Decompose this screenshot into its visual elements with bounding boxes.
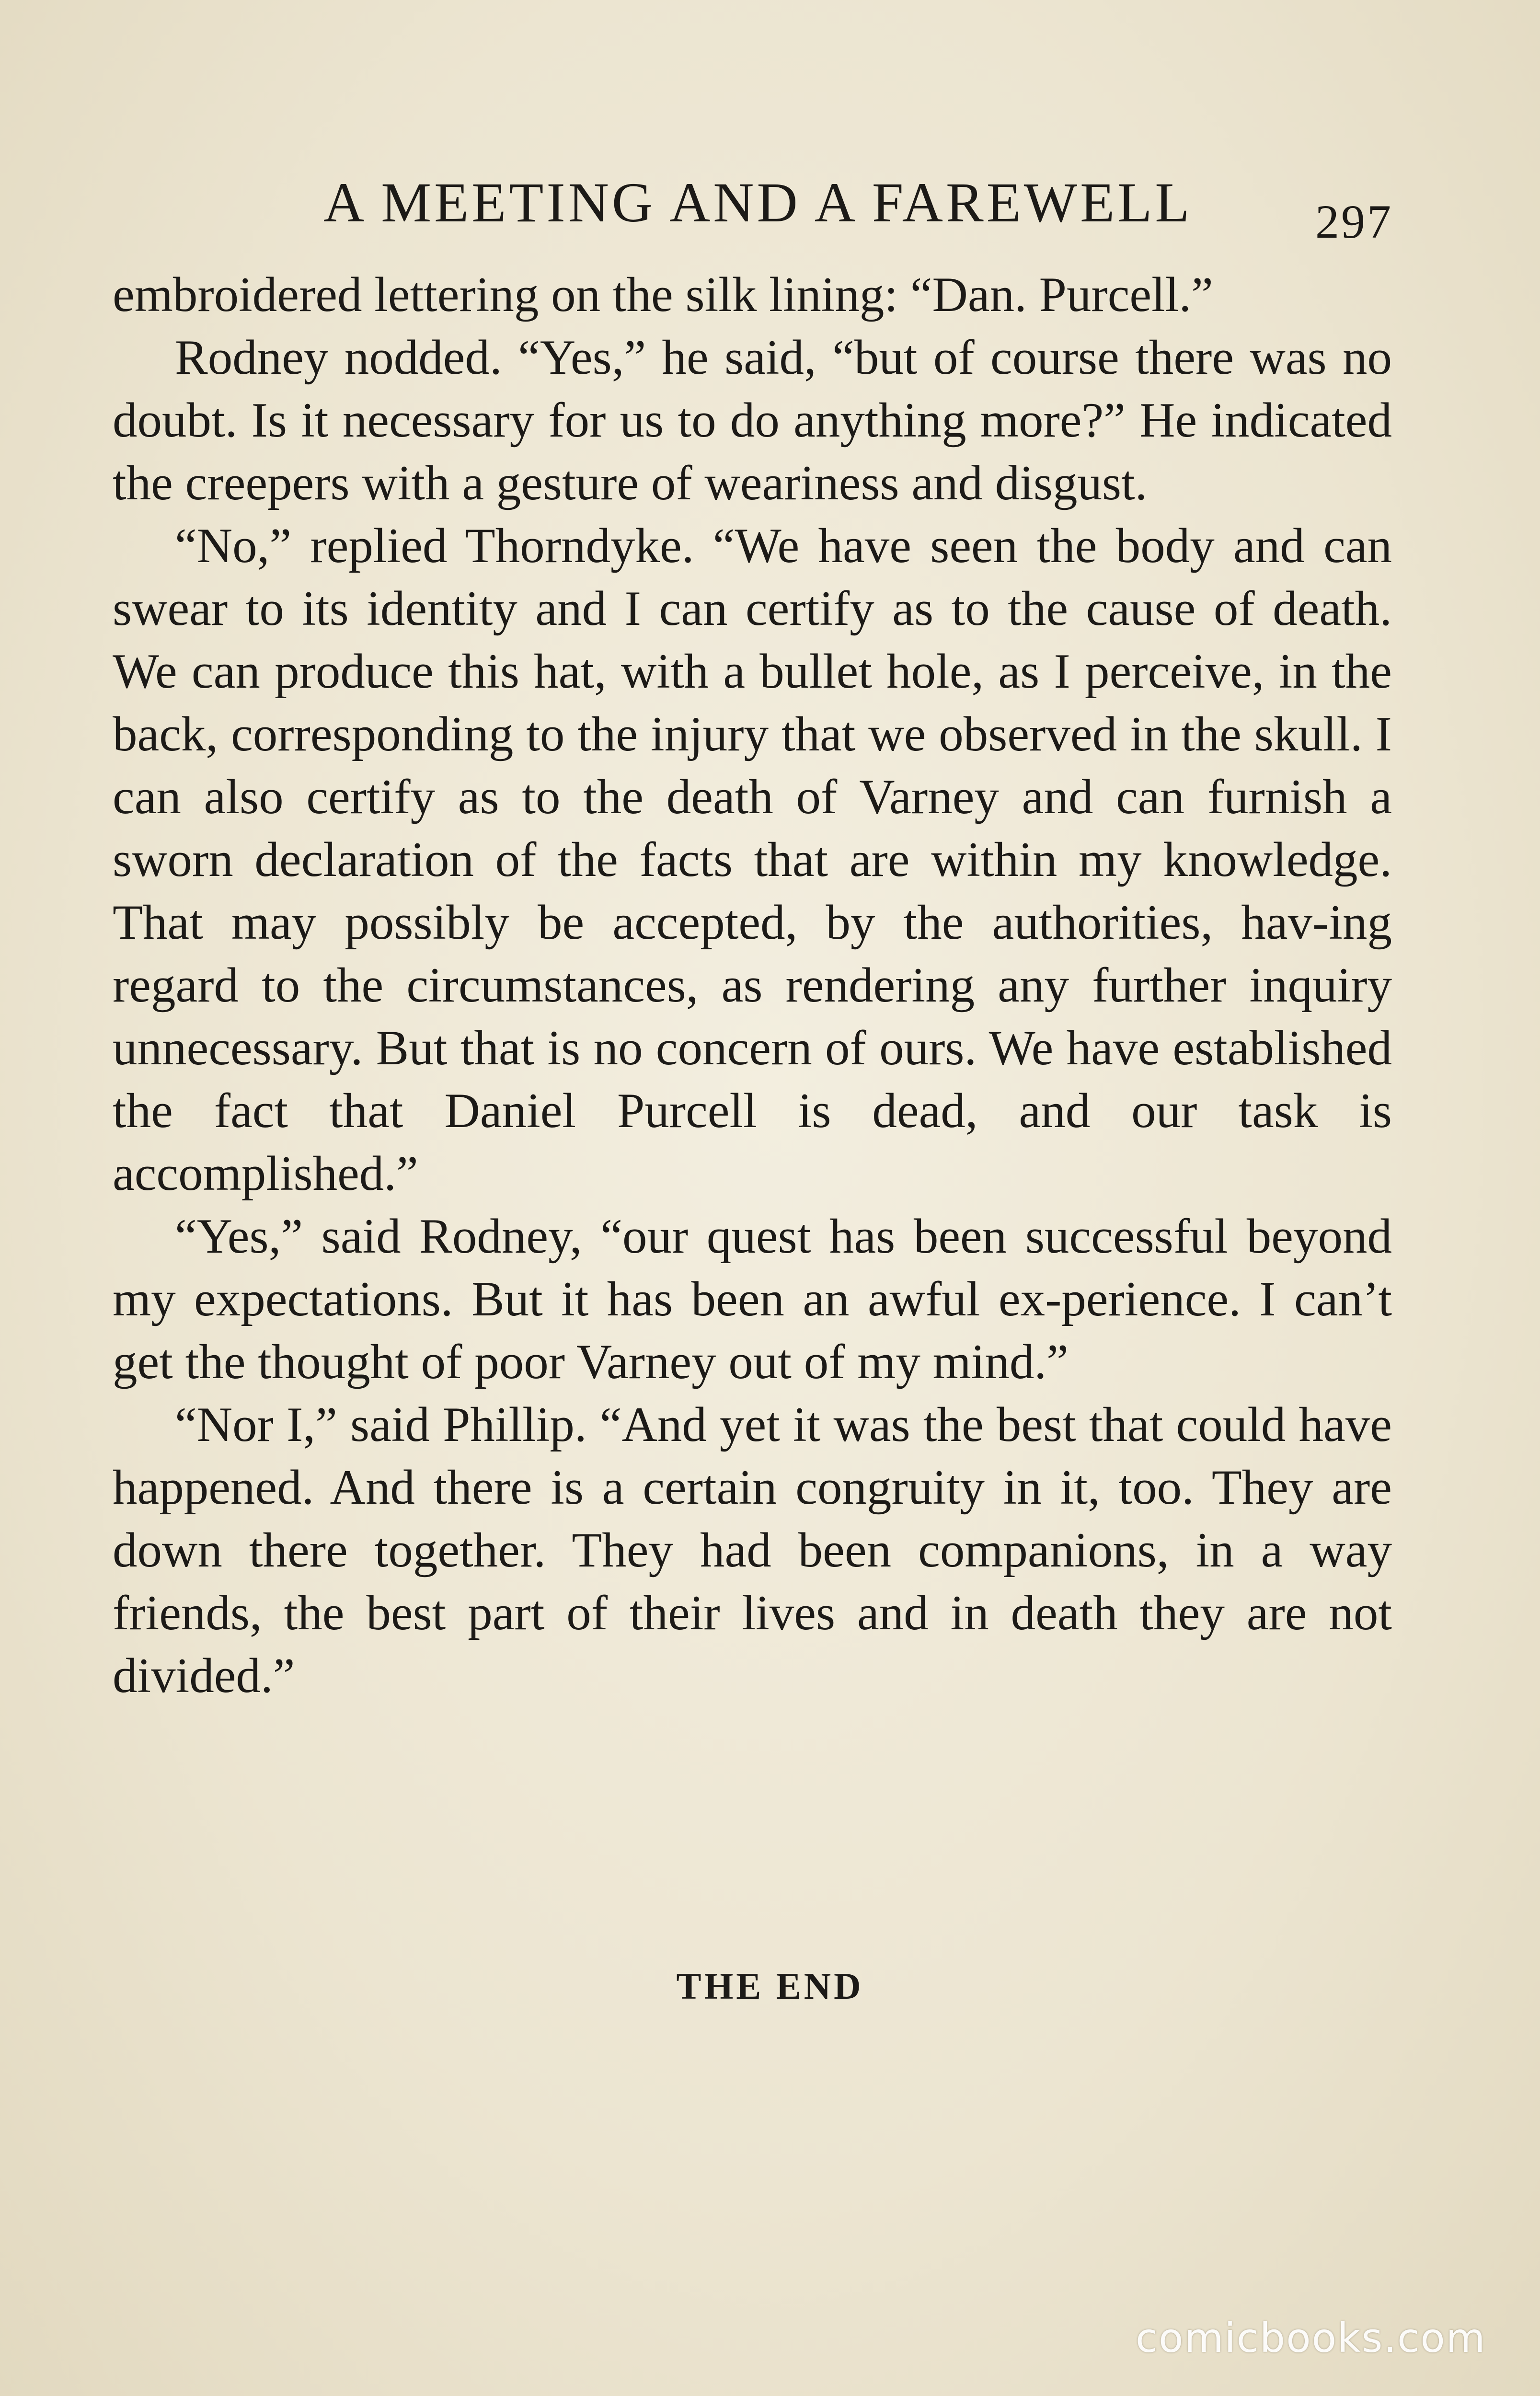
- paragraph-continuation: embroidered lettering on the silk lining: “Dan. Purcell.”: [113, 267, 1213, 322]
- running-title: A MEETING AND A FAREWELL: [323, 171, 1193, 234]
- paragraph: “Yes,” said Rodney, “our quest has been successful beyond my expectations. But it has been an awful ex-perience. I can’t get the thought of poor Varney out of my mind.”: [113, 1209, 1392, 1389]
- page-number: 297: [1315, 195, 1393, 248]
- paragraph: “Nor I,” said Phillip. “And yet it was the best that could have happened. And there is a certain congruity in it, too. They are down there together. They had been companions, in a way friends, the best part of their lives and in death they are not divided.”: [113, 1397, 1392, 1703]
- watermark: comicbooks.com: [1136, 2315, 1486, 2361]
- paragraph: “No,” replied Thorndyke. “We have seen the body and can swear to its identity and I can certify as to the cause of death. We can produce this hat, with a bullet hole, as I perceive, in the back, corresponding to the injury that we observed in the skull. I can also certify as to the death of Varney and can furnish a sworn declaration of the facts that are within my knowledge. That may possibly be accepted, by the authorities, hav-ing regard to the circumstances, as rendering any further inquiry unnecessary. But that is no concern of ours. We have established the fact that Daniel Purcell is dead, and our task is accomplished.”: [113, 518, 1392, 1201]
- body-text: [113, 264, 1392, 1707]
- the-end-label: THE END: [676, 1965, 864, 2007]
- paragraph: Rodney nodded. “Yes,” he said, “but of course there was no doubt. Is it necessary for us to do anything more?” He indicated the creepers with a gesture of weariness and disgust.: [113, 330, 1392, 510]
